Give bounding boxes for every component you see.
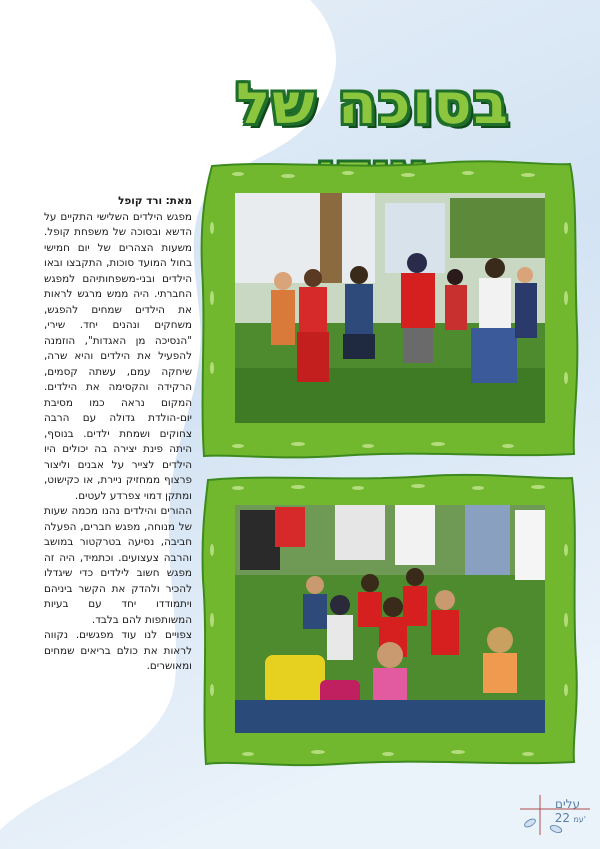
top-photo <box>235 193 545 423</box>
page-footer <box>520 795 590 835</box>
page-label: עמ' <box>573 815 586 824</box>
article-paragraph-2: ההורים והילדים נהנו מכמה שעות של מנוחה, מפגש חברים, הפעלה חביבה, נסיעה בטרקטור במושב והרבה צעצועים. וכתמיד, היה זה מפגש חשוב לילדים כדי שיגדלו להכיר ולהדק את הקשר ביניהם ויתמודדו יחד עם בעיות המשותפות להם בלבד. <box>44 505 192 626</box>
page-number: 22 <box>554 811 570 825</box>
byline-label: מאת: <box>165 195 192 207</box>
bottom-photo <box>235 505 545 733</box>
article-paragraph-3: צפויים לנו עוד מפגשים. נקווה לראות את כולם בריאים שמחים ומאושרים. <box>44 629 192 672</box>
magazine-name: עלים <box>555 797 580 811</box>
byline-author: ורד קופל <box>118 195 163 207</box>
byline <box>44 194 192 210</box>
article-paragraph-1: מפגש הילדים השלישי התקיים על הדשא ובסוכה של משפחת קופל. משעות הצהרים של יום חמישי בחול המועד סוכות, התקבצו ובאו הילדים ובני-משפחותיהם למפגש החברתי. היה ממש מרגש לראות את הילדים שמחים להפגש, משחקים ונהנים יחד. שירי, "הנסיכה מן האגדות", הוזמנה להפעיל את הילדים והיא שרה, שיחקה עמם, עשתה קסמים, הרקידה והקסימה את הילדים. המקום נראה כמו מסיבת יום-הולדת גדולה עם הרבה צחוקים ושמחת ילדים. בנוסף, היתה פינת יצירה בה יכולים היו הילדים לצייר על אבנים וליצור פרצוף ממחזיק ניירת, או כקישוט, ומתקן דמוי צפרדע לעטים. <box>44 210 192 502</box>
page-title-wrapper <box>188 70 558 140</box>
page-title: בסוכה של <box>236 72 510 137</box>
article-body <box>44 194 192 675</box>
